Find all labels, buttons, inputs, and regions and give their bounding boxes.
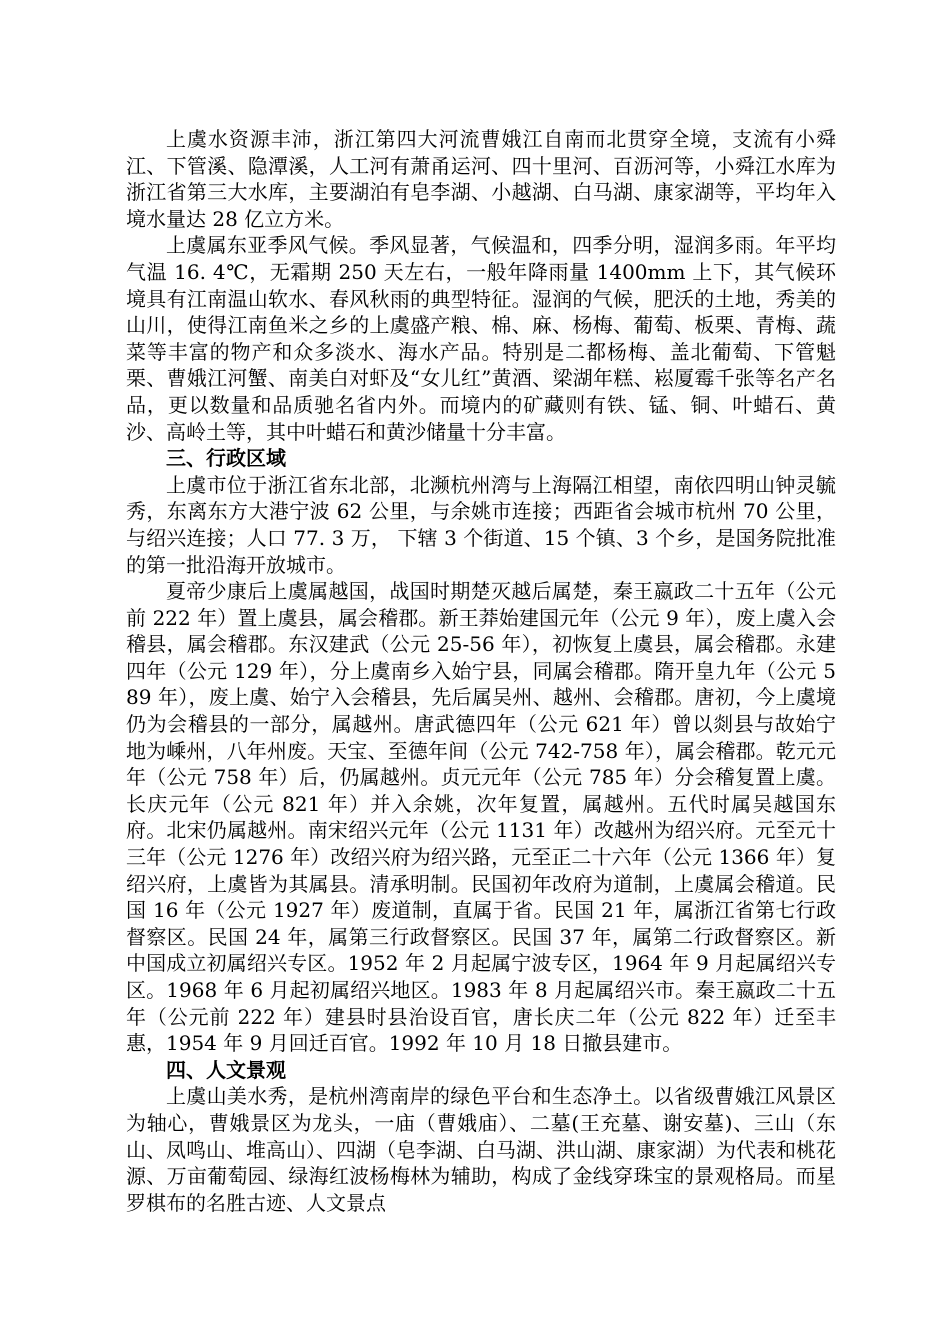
heading-cultural-landscape: 四、人文景观 [166,1057,286,1082]
paragraph-landscape: 上虞山美水秀，是杭州湾南岸的绿色平台和生态净土。以省级曹娥江风景区为轴心，曹娥景区为龙头，一庙（曹娥庙）、二墓(王充墓、谢安墓)、三山（东山、凤鸣山、堆高山）、四湖（皂李湖、白马湖、洪山湖、康家湖）为代表和桃花源、万亩葡萄园、绿海红波杨梅林为辅助，构成了金线穿珠宝的景观格局。而星罗棋布的名胜古迹、人文景点 [126,1084,836,1215]
paragraph-water-resources: 上虞水资源丰沛，浙江第四大河流曹娥江自南而北贯穿全境，支流有小舜江、下管溪、隐潭溪，人工河有萧甬运河、四十里河、百沥河等，小舜江水库为浙江省第三大水库，主要湖泊有皂李湖、小越湖、白马湖、康家湖等，平均年入境水量达 28 亿立方米。 [126,127,836,231]
document-page [126,126,836,1216]
paragraph-history: 夏帝少康后上虞属越国，战国时期楚灭越后属楚，秦王嬴政二十五年（公元前 222 年）置上虞县，属会稽郡。新王莽始建国元年（公元 9 年），废上虞入会稽县，属会稽郡。东汉建武（公元 25-56 年），初恢复上虞县，属会稽郡。永建四年（公元 129 年），分上虞南乡入始宁县，同属会稽郡。隋开皇九年（公元 589 年），废上虞、始宁入会稽县，先后属吴州、越州、会稽郡。唐初，今上虞境仍为会稽县的一部分，属越州。唐武德四年（公元 621 年）曾以剡县与故始宁地为嵊州，八年州废。天宝、至德年间（公元 742-758 年），属会稽郡。乾元元年（公元 758 年）后，仍属越州。贞元元年（公元 785 年）分会稽复置上虞。长庆元年（公元 821 年）并入余姚，次年复置，属越州。五代时属吴越国东府。北宋仍属越州。南宋绍兴元年（公元 1131 年）改越州为绍兴府。元至元十三年（公元 1276 年）改绍兴府为绍兴路，元至正二十六年（公元 1366 年）复绍兴府，上虞皆为其属县。清承明制。民国初年改府为道制，上虞属会稽道。民国 16 年（公元 1927 年）废道制，直属于省。民国 21 年，属浙江省第七行政督察区。民国 24 年，属第三行政督察区。民国 37 年，属第二行政督察区。新中国成立初属绍兴专区。1952 年 2 月起属宁波专区，1964 年 9 月起属绍兴专区。1968 年 6 月起初属绍兴地区。1983 年 8 月起属绍兴市。秦王嬴政二十五年（公元前 222 年）建县时县治设百官，唐长庆二年（公元 822 年）迁至丰惠，1954 年 9 月回迁百官。1992 年 10 月 18 日撤县建市。 [126,579,836,1056]
paragraph-climate: 上虞属东亚季风气候。季风显著，气候温和，四季分明，湿润多雨。年平均气温 16. 4℃，无霜期 250 天左右，一般年降雨量 1400mm 上下，其气候环境具有江南温山软水、春风秋雨的典型特征。湿润的气候，肥沃的土地，秀美的山川，使得江南鱼米之乡的上虞盛产粮、棉、麻、杨梅、葡萄、板栗、青梅、蔬菜等丰富的物产和众多淡水、海水产品。特别是二都杨梅、盖北葡萄、下管魁栗、曹娥江河蟹、南美白对虾及“女儿红”黄酒、梁湖年糕、崧厦霉千张等名产名品，更以数量和品质驰名省内外。而境内的矿藏则有铁、锰、铜、叶蜡石、黄沙、高岭土等，其中叶蜡石和黄沙储量十分丰富。 [126,233,836,444]
paragraph-location: 上虞市位于浙江省东北部，北濒杭州湾与上海隔江相望，南依四明山钟灵毓秀，东离东方大港宁波 62 公里，与余姚市连接；西距省会城市杭州 70 公里，与绍兴连接；人口 77. 3 万， 下辖 3 个街道、15 个镇、3 个乡，是国务院批准的第一批沿海开放城市。 [126,472,836,577]
heading-administrative-region: 三、行政区域 [166,446,286,471]
